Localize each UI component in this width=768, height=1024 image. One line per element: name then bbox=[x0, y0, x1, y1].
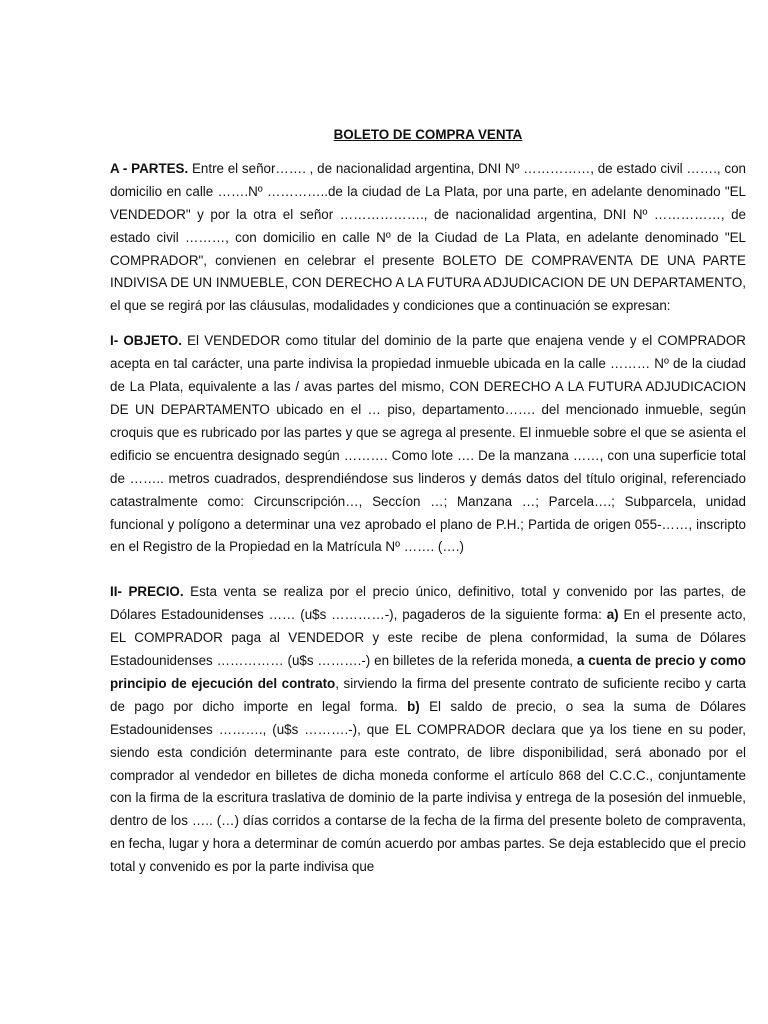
document-title: BOLETO DE COMPRA VENTA bbox=[333, 127, 523, 142]
clause-precio-text-4: El saldo de precio, o sea la suma de Dólares Estadounidenses ………., (u$s ……….-), que EL COMPRADOR declara que ya los tiene en su poder, siendo esta condición determinante para este contrato, de libre disponibilidad, será abonado por el comprador al vendedor en billetes de dicha moneda conforme el artículo 868 del C.C.C., conjuntamente con la firma de la escritura traslativa de dominio de la parte indivisa y entrega de la posesión del inmueble, dentro de los ….. (…) días corridos a contarse de la fecha de la firma del presente boleto de compraventa, en fecha, lugar y hora a determinar de común acuerdo por ambas partes. Se deja establecido que el precio total y convenido es por la parte indivisa que bbox=[110, 698, 746, 875]
document-body bbox=[110, 124, 746, 879]
clause-partes bbox=[110, 158, 746, 318]
clause-precio-text-1: Esta venta se realiza por el precio único, definitivo, total y convenido por las partes, de Dólares Estadounidenses …… (u$s …………-), pagaderos de la siguiente forma: bbox=[110, 584, 746, 623]
clause-precio-text-2: En el presente acto, EL COMPRADOR paga al VENDEDOR y este recibe de plena conformidad, la suma de Dólares Estadounidenses …………… (u$s ……….-) en billetes de la referida moneda, bbox=[110, 607, 746, 669]
clause-objeto-heading: I- OBJETO. bbox=[110, 333, 182, 349]
clause-precio-label-a: a) bbox=[606, 607, 619, 623]
clause-precio-bold-phrase: a cuenta de precio y como principio de ejecución del contrato bbox=[110, 653, 746, 691]
clause-precio bbox=[110, 581, 746, 879]
clause-objeto-text: El VENDEDOR como titular del dominio de la parte que enajena vende y el COMPRADOR acepta en tal carácter, una parte indivisa la propiedad inmueble ubicada en la calle ……… Nº de la ciudad de La Plata, equivalente a las / avas partes del mismo, CON DERECHO A LA FUTURA ADJUDICACION DE UN DEPARTAMENTO ubicado en el … piso, departamento……. del mencionado inmueble, según croquis que es rubricado por las partes y que se agrega al presente. El inmueble sobre el que se asienta el edificio se encuentra designado según ………. Como lote …. De la manzana ……, con una superficie total de …….. metros cuadrados, desprendiéndose sus linderos y demás datos del título original, referenciado catastralmente como: Circunscripción…, Seccíon …; Manzana …; Parcela….; Subparcela, unidad funcional y polígono a determinar una vez aprobado el plano de P.H.; Partida de origen 055-……, inscripto en el Registro de la Propiedad en la Matrícula Nº ……. (….) bbox=[110, 333, 746, 555]
clause-partes-heading: A - PARTES. bbox=[110, 160, 189, 176]
clause-partes-text: Entre el señor……. , de nacionalidad argentina, DNI Nº ……………, de estado civil ……., con domicilio en calle …….Nº …………..de la ciudad de La Plata, por una parte, en adelante denominado "EL VENDEDOR" y por la otra el señor ………………., de nacionalidad argentina, DNI Nº ……………, de estado civil ………, con domicilio en calle Nº de la Ciudad de La Plata, en adelante denominado "EL COMPRADOR", convienen en celebrar el presente BOLETO DE COMPRAVENTA DE UNA PARTE INDIVISA DE UN INMUEBLE, CON DERECHO A LA FUTURA ADJUDICACION DE UN DEPARTAMENTO, el que se regirá por las cláusulas, modalidades y condiciones que a continuación se expresan: bbox=[110, 160, 746, 314]
clause-precio-label-b: b) bbox=[407, 698, 420, 714]
clause-precio-text-3: , sirviendo la firma del presente contrato de suficiente recibo y carta de pago por dicho importe en legal forma. bbox=[110, 675, 746, 714]
clause-objeto bbox=[110, 330, 746, 559]
clause-precio-heading: II- PRECIO. bbox=[110, 584, 184, 600]
